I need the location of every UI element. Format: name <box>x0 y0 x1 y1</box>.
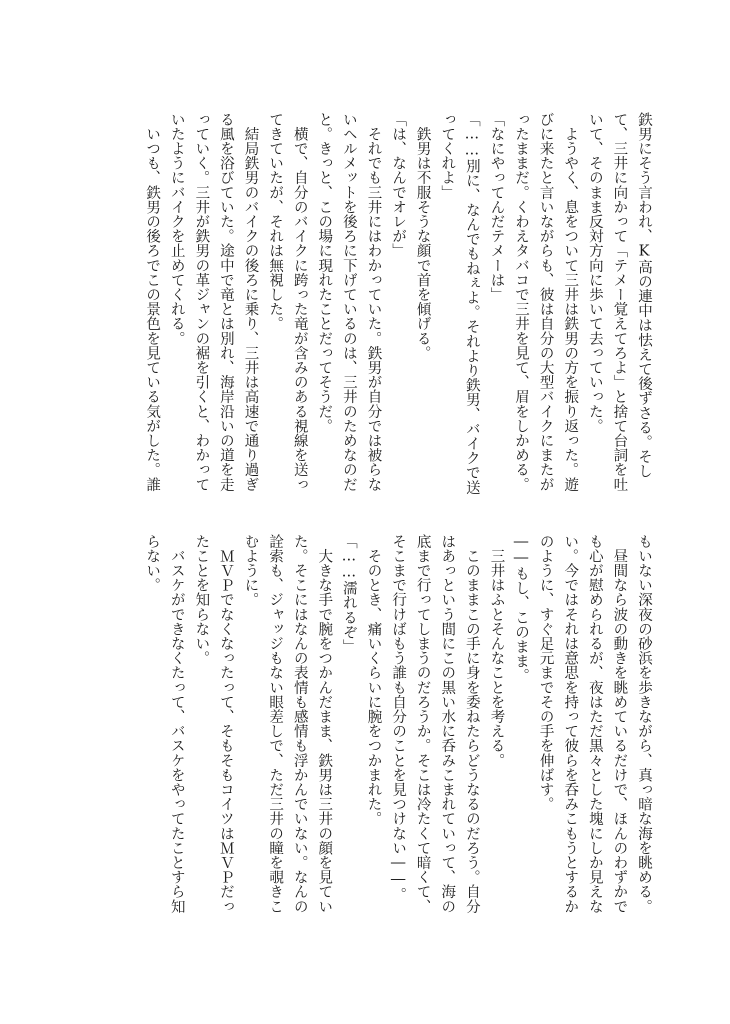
text-line: 「は、なんでオレが」 <box>390 112 407 258</box>
text-line: と。きっと、この場に現れたことだってそうだ。 <box>316 112 333 434</box>
text-line: も心が慰められるが、夜はただ黒々とした塊にしか見えな <box>586 534 603 914</box>
text-line: はあっという間にこの黒い水に呑みこまれていって、海の <box>439 534 456 914</box>
text-line: た。そこにはなんの表情も感情も浮かんでいない。なんの <box>291 534 308 914</box>
text-line: てきていたが、それは無視した。 <box>267 112 284 331</box>
text-line: のように、すぐ足元までその手を伸ばす。 <box>537 534 554 812</box>
text-line: たことを知らない。 <box>193 534 210 666</box>
text-line: 大きな手で腕をつかんだまま、鉄男は三井の顔を見てい <box>316 534 333 914</box>
text-line: いヘルメットを後ろに下げているのは、三井のためなのだ <box>340 112 357 492</box>
text-line: 詮索も、ジャッジもない眼差しで、ただ三井の瞳を覗きこ <box>267 534 284 914</box>
text-line: 「なにやってんだテメーは」 <box>488 112 505 302</box>
text-line: バスケができなくたって、バスケをやってたことすら知 <box>168 534 185 914</box>
text-line: いつも、鉄男の後ろでこの景色を見ている気がした。誰 <box>144 112 161 492</box>
text-line: て、三井に向かって「テメー覚えてろよ」と捨て台詞を吐 <box>611 112 628 492</box>
text-line: らない。 <box>144 534 161 593</box>
text-line: 「……別に、なんでもねぇよ。それより鉄男、バイクで送 <box>463 112 480 495</box>
text-line: い。今ではそれは意思を持って彼らを呑みこもうとするか <box>562 534 579 914</box>
text-line: 横で、自分のバイクに跨った竜が含みのある視線を送っ <box>291 112 308 492</box>
text-line: る風を浴びていた。途中で竜とは別れ、海岸沿いの道を走 <box>217 112 234 492</box>
text-line: それでも三井にはわかっていた。鉄男が自分では被らな <box>365 112 382 492</box>
text-line: もいない深夜の砂浜を歩きながら、真っ暗な海を眺める。 <box>636 534 652 914</box>
upper-text-block <box>136 112 656 504</box>
text-line: そのとき、痛いくらいに腕をつかまれた。 <box>365 534 382 826</box>
text-line: ようやく、息をついて三井は鉄男の方を振り返った。遊 <box>562 112 579 492</box>
text-line: いて、そのまま反対方向に歩いて去っていった。 <box>586 112 603 434</box>
text-line: びに来たと言いながらも、彼は自分の大型バイクにまたが <box>537 112 554 492</box>
text-line: 三井はふとそんなことを考える。 <box>488 534 505 768</box>
text-line: ってくれよ」 <box>439 112 456 200</box>
text-line: いたようにバイクを止めてくれる。 <box>168 112 185 346</box>
text-line: そこまで行けばもう誰も自分のことを見つけない――。 <box>390 534 407 902</box>
text-line: 昼間なら波の動きを眺めているだけで、ほんのわずかで <box>611 534 628 914</box>
text-line: 「……濡れるぞ」 <box>340 534 357 654</box>
text-line: むように。 <box>242 534 259 607</box>
text-line: 鉄男にそう言われ、K高の連中は怯えて後ずさる。そし <box>636 112 652 479</box>
text-line: 鉄男は不服そうな顔で首を傾げる。 <box>414 112 431 361</box>
text-line: ＭＶＰでなくなったって、そもそもコイツはＭＶＰだっ <box>217 534 234 914</box>
text-line: ――もし、このまま。 <box>513 534 530 683</box>
text-line: ったままだ。くわえタバコで三井を見て、眉をしかめる。 <box>513 112 530 492</box>
text-line: 底まで行ってしまうのだろうか。そこは冷たくて暗くて、 <box>414 534 431 914</box>
text-line: っていく。三井が鉄男の革ジャンの裾を引くと、わかって <box>193 112 210 492</box>
text-line: 結局鉄男のバイクの後ろに乗り、三井は高速で通り過ぎ <box>242 112 259 492</box>
text-line: このままこの手に身を委ねたらどうなるのだろう。自分 <box>463 534 480 914</box>
lower-text-block <box>136 534 656 932</box>
